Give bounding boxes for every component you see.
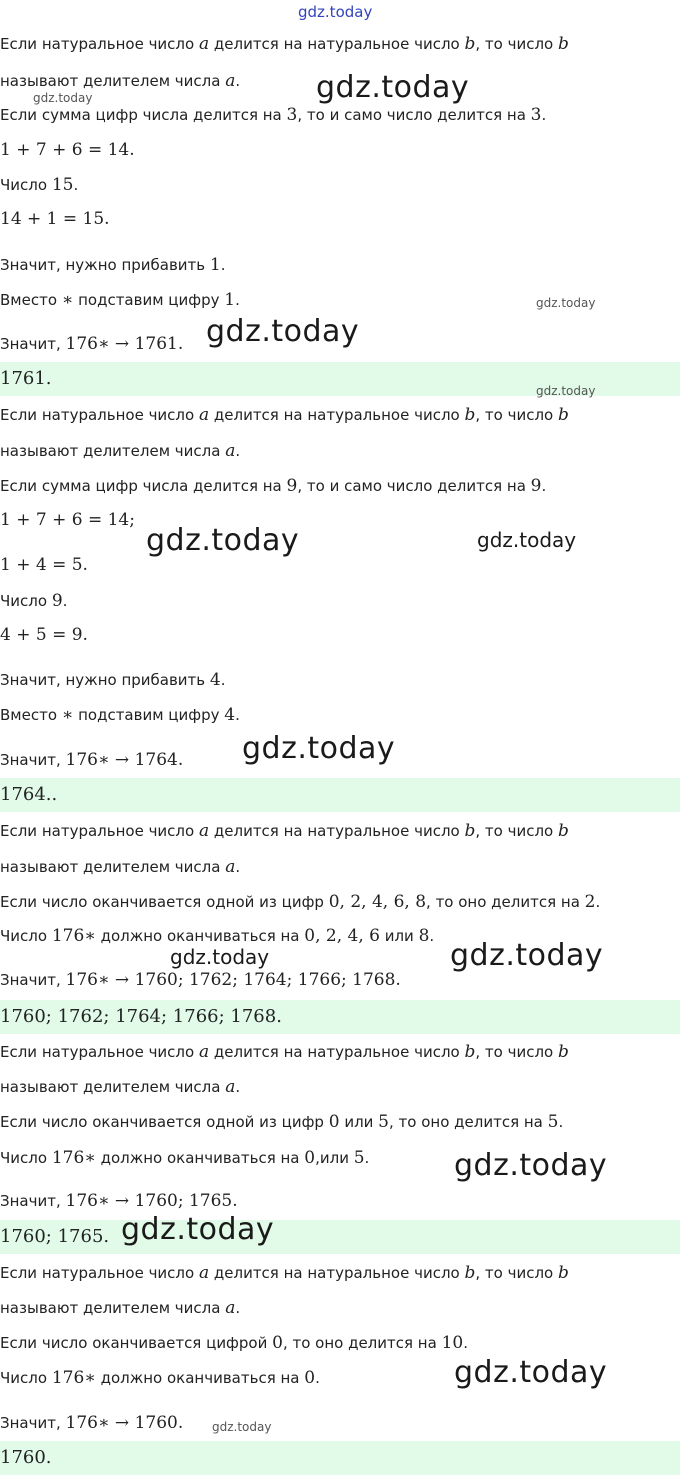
watermark: gdz.today bbox=[536, 384, 596, 398]
text-line: Значит, нужно прибавить 4. bbox=[0, 670, 226, 690]
header-watermark: gdz.today bbox=[298, 3, 373, 21]
text-line: Значит, нужно прибавить 1. bbox=[0, 255, 226, 275]
definition-line-2: называют делителем числа a. bbox=[0, 1077, 241, 1097]
conclusion-line: Значит, 176∗ → 1761. bbox=[0, 334, 184, 354]
definition-line: Если натуральное число a делится на натуральное число b, то число b bbox=[0, 405, 569, 425]
answer-box: 1760. bbox=[0, 1441, 680, 1475]
text-line: Число 176∗ должно оканчиваться на 0. bbox=[0, 1368, 320, 1388]
conclusion-line: Значит, 176∗ → 1760; 1765. bbox=[0, 1191, 238, 1211]
rule-line: Если сумма цифр числа делится на 3, то и само число делится на 3. bbox=[0, 105, 547, 125]
math-line: 1 + 4 = 5. bbox=[0, 555, 88, 575]
watermark: gdz.today bbox=[206, 314, 360, 349]
conclusion-line: Значит, 176∗ → 1760; 1762; 1764; 1766; 1768. bbox=[0, 970, 401, 990]
answer-box: 1761. bbox=[0, 362, 680, 396]
watermark: gdz.today bbox=[454, 1148, 608, 1183]
text-line: Число 176∗ должно оканчиваться на 0,или 5. bbox=[0, 1148, 370, 1168]
watermark: gdz.today bbox=[316, 70, 470, 105]
conclusion-line: Значит, 176∗ → 1760. bbox=[0, 1413, 184, 1433]
watermark: gdz.today bbox=[450, 938, 604, 973]
definition-line: Если натуральное число a делится на натуральное число b, то число b bbox=[0, 821, 569, 841]
watermark: gdz.today bbox=[477, 528, 577, 552]
definition-line: Если натуральное число a делится на натуральное число b, то число b bbox=[0, 1042, 569, 1062]
rule-line: Если число оканчивается цифрой 0, то оно делится на 10. bbox=[0, 1333, 468, 1353]
rule-line: Если сумма цифр числа делится на 9, то и само число делится на 9. bbox=[0, 476, 547, 496]
text-line: Вместо ∗ подставим цифру 4. bbox=[0, 705, 240, 725]
watermark: gdz.today bbox=[146, 523, 300, 558]
math-line: 1 + 7 + 6 = 14. bbox=[0, 140, 135, 160]
rule-line: Если число оканчивается одной из цифр 0, 2, 4, 6, 8, то оно делится на 2. bbox=[0, 892, 601, 912]
definition-line-2: называют делителем числа a. bbox=[0, 441, 241, 461]
text-line: Вместо ∗ подставим цифру 1. bbox=[0, 290, 240, 310]
definition-line: Если натуральное число a делится на натуральное число b, то число b bbox=[0, 34, 569, 54]
definition-line-2: называют делителем числа a. bbox=[0, 71, 241, 91]
definition-line-2: называют делителем числа a. bbox=[0, 857, 241, 877]
answer-box: 1760; 1765. bbox=[0, 1220, 680, 1254]
definition-line: Если натуральное число a делится на натуральное число b, то число b bbox=[0, 1263, 569, 1283]
math-line: 4 + 5 = 9. bbox=[0, 625, 88, 645]
watermark: gdz.today bbox=[33, 91, 93, 105]
answer-box: 1760; 1762; 1764; 1766; 1768. bbox=[0, 1000, 680, 1034]
text-line: Число 15. bbox=[0, 175, 79, 195]
answer-box: 1764.. bbox=[0, 778, 680, 812]
conclusion-line: Значит, 176∗ → 1764. bbox=[0, 750, 184, 770]
definition-line-2: называют делителем числа a. bbox=[0, 1298, 241, 1318]
text-line: Число 9. bbox=[0, 591, 68, 611]
math-line: 14 + 1 = 15. bbox=[0, 209, 110, 229]
watermark: gdz.today bbox=[212, 1420, 272, 1434]
watermark: gdz.today bbox=[454, 1355, 608, 1390]
watermark: gdz.today bbox=[121, 1212, 275, 1247]
watermark: gdz.today bbox=[536, 296, 596, 310]
math-line: 1 + 7 + 6 = 14; bbox=[0, 510, 135, 530]
watermark: gdz.today bbox=[242, 731, 396, 766]
rule-line: Если число оканчивается одной из цифр 0 или 5, то оно делится на 5. bbox=[0, 1112, 564, 1132]
text-line: Число 176∗ должно оканчиваться на 0, 2, 4, 6 или 8. bbox=[0, 926, 435, 946]
watermark: gdz.today bbox=[170, 945, 270, 969]
